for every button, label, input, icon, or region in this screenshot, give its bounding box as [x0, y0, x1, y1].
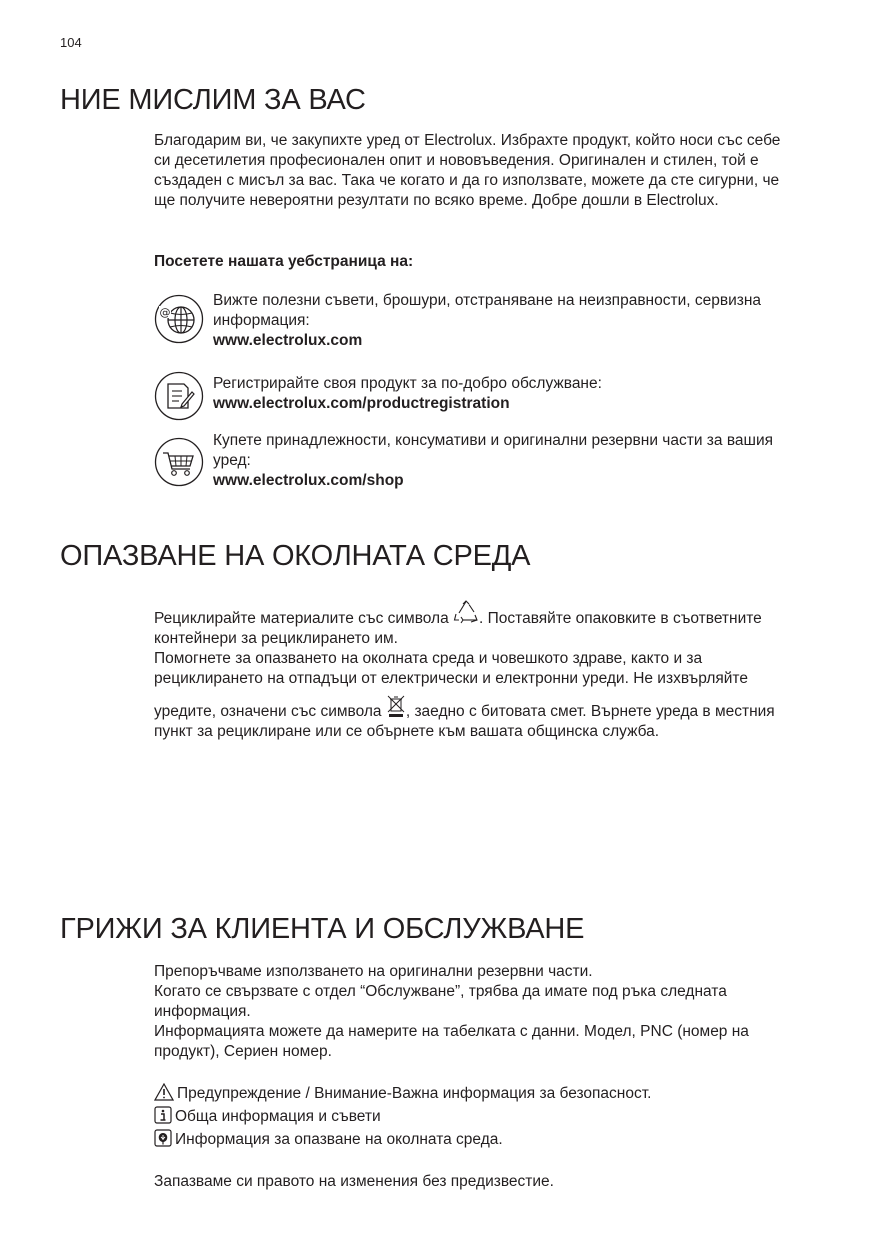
- intro-line: си десетилетия професионален опит и нововъведения. Оригинален и стилен, той е: [154, 152, 759, 169]
- environment-paragraph: [154, 600, 844, 742]
- customer-care-line: информация.: [154, 1003, 251, 1020]
- section-title-customer-care: ГРИЖИ ЗА КЛИЕНТА И ОБСЛУЖВАНЕ: [60, 913, 585, 945]
- section-title-environment: ОПАЗВАНЕ НА ОКОЛНАТА СРЕДА: [60, 540, 531, 572]
- customer-care-paragraph: [154, 962, 844, 1062]
- link-item-website: [213, 291, 833, 351]
- note-environment: Информация за опазване на околната среда.: [154, 1129, 503, 1150]
- disclaimer: Запазваме си правото на изменения без предизвестие.: [154, 1173, 554, 1190]
- link-item-shop: [213, 431, 833, 491]
- link-description: информация:: [213, 312, 310, 329]
- note-info: Обща информация и съвети: [154, 1106, 381, 1127]
- environment-icon: [154, 1129, 172, 1147]
- registration-link[interactable]: www.electrolux.com/productregistration: [213, 395, 510, 412]
- intro-line: създаден с мисъл за вас. Така че когато и да го използвате, можете да сте сигурни, че: [154, 172, 780, 189]
- customer-care-line: продукт), Сериен номер.: [154, 1043, 332, 1060]
- page-number: 104: [60, 35, 82, 50]
- globe-icon: [154, 294, 204, 344]
- customer-care-line: Препоръчваме използването на оригинални резервни части.: [154, 963, 593, 980]
- environment-line: пункт за рециклиране или се обърнете към вашата общинска служба.: [154, 723, 660, 740]
- environment-line: рециклирането на отпадъци от електрически и електронни уреди. Не изхвърляйте: [154, 670, 748, 687]
- customer-care-line: Информацията можете да намерите на табелката с данни. Модел, PNC (номер на: [154, 1023, 749, 1040]
- note-warning: Предупреждение / Внимание-Важна информация за безопасност.: [154, 1083, 651, 1104]
- link-item-registration: [213, 374, 833, 414]
- customer-care-line: Когато се свързвате с отдел “Обслужване”, трябва да имате под ръка следната: [154, 983, 727, 1000]
- registration-icon: [154, 371, 204, 421]
- environment-line: Рециклирайте материалите със символа . Поставяйте опаковките в съответните: [154, 600, 844, 629]
- visit-heading: Посетете нашата уебстраница на:: [154, 253, 414, 270]
- environment-line: Помогнете за опазването на околната среда и човешкото здраве, както и за: [154, 650, 703, 667]
- environment-line: контейнери за рециклирането им.: [154, 630, 398, 647]
- info-icon: [154, 1106, 172, 1124]
- link-description: уред:: [213, 452, 251, 469]
- intro-paragraph: [154, 131, 844, 211]
- link-description: Регистрирайте своя продукт за по-добро обслужване:: [213, 375, 602, 392]
- intro-line: ще получите невероятни резултати по всяко време. Добре дошли в Electrolux.: [154, 192, 719, 209]
- recycle-icon: [453, 600, 479, 626]
- environment-line: уредите, означени със символа , заедно с битовата смет. Върнете уреда в местния: [154, 695, 844, 722]
- link-description: Купете принадлежности, консумативи и оригинални резервни части за вашия: [213, 432, 774, 449]
- warning-icon: [154, 1083, 174, 1101]
- shop-link[interactable]: www.electrolux.com/shop: [213, 472, 404, 489]
- website-link[interactable]: www.electrolux.com: [213, 332, 363, 349]
- intro-line: Благодарим ви, че закупихте уред от Electrolux. Избрахте продукт, който носи със себе: [154, 132, 781, 149]
- svg-text:@: @: [159, 306, 171, 319]
- shopping-cart-icon: [154, 437, 204, 487]
- crossed-bin-icon: [386, 695, 406, 719]
- section-title-thinking-of-you: НИЕ МИСЛИМ ЗА ВАС: [60, 84, 366, 116]
- link-description: Вижте полезни съвети, брошури, отстраняване на неизправности, сервизна: [213, 292, 762, 309]
